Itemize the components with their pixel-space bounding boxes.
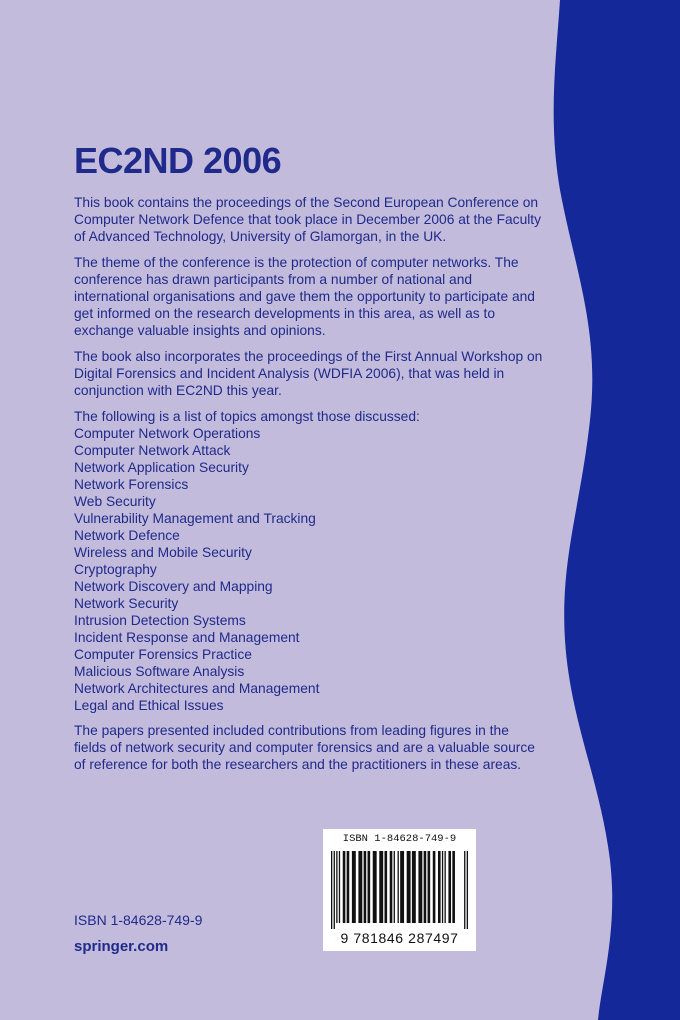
barcode-bar xyxy=(339,851,340,923)
barcode-bar xyxy=(373,851,377,923)
topic-item: Computer Network Attack xyxy=(74,443,231,458)
barcode-bar xyxy=(394,851,395,923)
description-paragraph-1: This book contains the proceedings of the Second European Conference on Computer Network Defence that took place in December 2006 at the Faculty of Advanced Technology, University of Glamorgan, in the UK. xyxy=(74,195,542,244)
barcode-bar xyxy=(445,851,446,923)
barcode-bar xyxy=(364,851,367,923)
barcode xyxy=(323,829,476,951)
barcode-bar xyxy=(452,851,455,923)
topic-item: Network Architectures and Management xyxy=(74,681,320,696)
description-paragraph-2: The theme of the conference is the protection of computer networks. The conference has drawn participants from a number of national and international organisations and gave them the opportunity to participate and get informed on the research developments in this area, as well as to exchange valuable insights and opinions. xyxy=(74,255,535,338)
barcode-bar xyxy=(368,851,371,923)
barcode-bar xyxy=(331,851,332,929)
topic-item: Malicious Software Analysis xyxy=(74,664,245,679)
barcode-bar xyxy=(438,851,441,923)
barcode-bar xyxy=(379,851,383,923)
barcode-bar xyxy=(428,851,431,923)
barcode-bar xyxy=(467,851,468,929)
topic-item: Incident Response and Management xyxy=(74,630,300,645)
isbn-text: ISBN 1-84628-749-9 xyxy=(74,912,203,928)
barcode-bar xyxy=(398,851,399,923)
topic-item: Network Defence xyxy=(74,528,180,543)
topic-item: Network Application Security xyxy=(74,460,249,475)
barcode-bar xyxy=(424,851,427,923)
barcode-bar xyxy=(334,851,335,929)
topics-section xyxy=(74,408,544,714)
barcode-bar xyxy=(448,851,451,923)
topic-item: Vulnerability Management and Tracking xyxy=(74,511,316,526)
topic-item: Network Forensics xyxy=(74,477,189,492)
barcode-isbn-label: ISBN 1-84628-749-9 xyxy=(342,833,457,845)
barcode-bar xyxy=(336,851,337,923)
topics-intro: The following is a list of topics amongst those discussed: xyxy=(74,409,420,424)
topic-item: Computer Forensics Practice xyxy=(74,647,252,662)
barcode-bar xyxy=(343,851,346,923)
barcode-bar xyxy=(358,851,362,923)
description-paragraph-3: The book also incorporates the proceedings of the First Annual Workshop on Digital Forensics and Incident Analysis (WDFIA 2006), that was held in conjunction with EC2ND this year. xyxy=(74,349,543,398)
topic-item: Legal and Ethical Issues xyxy=(74,698,224,713)
topic-item: Wireless and Mobile Security xyxy=(74,545,252,560)
barcode-bar xyxy=(390,851,393,923)
topic-item: Network Discovery and Mapping xyxy=(74,579,273,594)
topics-list xyxy=(74,425,544,714)
barcode-bar xyxy=(464,851,465,929)
barcode-bar xyxy=(400,851,404,923)
barcode-bar xyxy=(442,851,443,923)
barcode-bar xyxy=(412,851,416,923)
barcode-bars xyxy=(331,851,468,929)
topic-item: Computer Network Operations xyxy=(74,426,261,441)
book-title: EC2ND 2006 xyxy=(74,140,282,181)
topic-item: Cryptography xyxy=(74,562,157,577)
barcode-bar xyxy=(433,851,436,923)
publisher-url: springer.com xyxy=(74,938,169,955)
barcode-digits: 9 781846 287497 xyxy=(340,930,459,946)
closing-paragraph: The papers presented included contributions from leading figures in the fields of network security and computer forensics and are a valuable source of reference for both the researchers and the practitioners in these areas. xyxy=(74,723,535,772)
barcode-bar xyxy=(347,851,350,923)
barcode-bar xyxy=(407,851,411,923)
topic-item: Intrusion Detection Systems xyxy=(74,613,246,628)
barcode-bar xyxy=(352,851,356,923)
barcode-bar xyxy=(384,851,387,923)
barcode-bar xyxy=(418,851,422,923)
topic-item: Network Security xyxy=(74,596,179,611)
topic-item: Web Security xyxy=(74,494,156,509)
